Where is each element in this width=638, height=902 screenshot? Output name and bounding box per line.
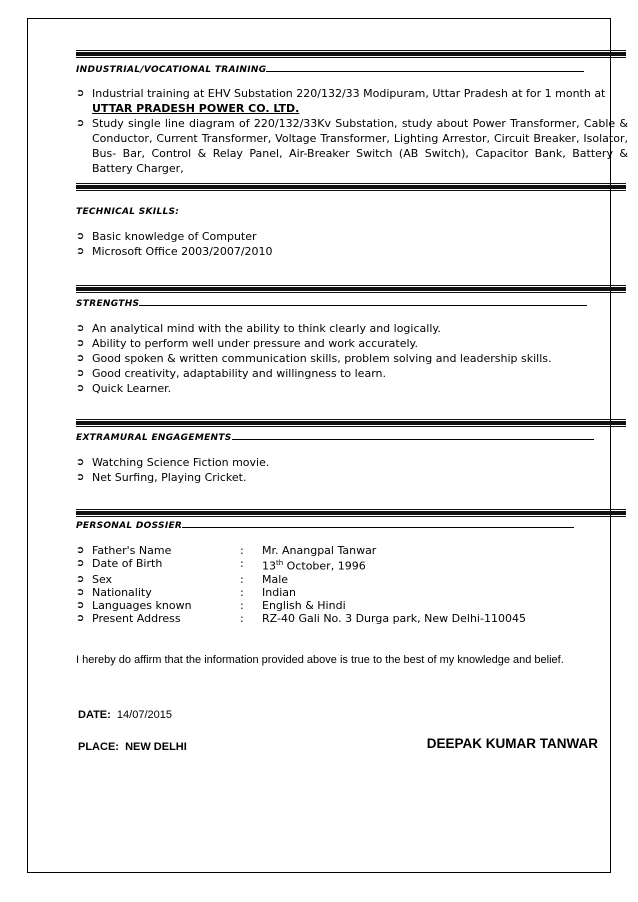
arrow-bullet-icon: ➲ xyxy=(76,118,85,129)
arrow-bullet-icon: ➲ xyxy=(76,558,85,569)
strengths-heading: STRENGTHS xyxy=(76,299,587,309)
table-row: ➲ Father's Name : Mr. Anangpal Tanwar xyxy=(76,544,377,557)
resume-page xyxy=(27,18,628,873)
arrow-bullet-icon: ➲ xyxy=(76,353,85,364)
strengths-list xyxy=(76,321,628,396)
list-item: ➲ Study single line diagram of 220/132/33Kv Substation, study about Power Transformer, Cable & Conductor, Current Transformer, Voltage Transformer, Lighting Arrestor, Circuit Breaker, Isolator, Bus- Bar, Control & Relay Panel, Air-Breaker Switch (AB Switch), Capacitor Bank, Battery & Battery Charger, xyxy=(76,117,628,175)
arrow-bullet-icon: ➲ xyxy=(76,457,85,468)
arrow-bullet-icon: ➲ xyxy=(76,586,85,598)
declaration-text: I hereby do affirm that the information provided above is true to the best of my knowledge and belief. xyxy=(76,654,564,666)
table-row: ➲ Sex : Male xyxy=(76,572,289,586)
list-item: ➲ Quick Learner. xyxy=(76,382,172,395)
section-divider xyxy=(76,511,626,515)
list-item: ➲ Net Surfing, Playing Cricket. xyxy=(76,471,247,484)
arrow-bullet-icon: ➲ xyxy=(76,573,85,585)
list-item: ➲ An analytical mind with the ability to think clearly and logically. xyxy=(76,322,441,335)
list-item: ➲ Ability to perform well under pressure and work accurately. xyxy=(76,337,418,350)
list-item: ➲ Microsoft Office 2003/2007/2010 xyxy=(76,245,273,258)
section-divider xyxy=(76,421,626,425)
place-line: PLACE: NEW DELHI xyxy=(78,741,187,753)
table-row: ➲ Present Address : RZ-40 Gali No. 3 Durga park, New Delhi-110045 xyxy=(76,611,526,625)
arrow-bullet-icon: ➲ xyxy=(76,383,85,394)
extramural-heading: EXTRAMURAL ENGAGEMENTS xyxy=(76,433,594,443)
arrow-bullet-icon: ➲ xyxy=(76,599,85,611)
arrow-bullet-icon: ➲ xyxy=(76,338,85,349)
section-divider xyxy=(76,287,626,291)
training-list xyxy=(76,86,628,176)
list-item: ➲ Good spoken & written communication skills, problem solving and leadership skills. xyxy=(76,352,552,365)
training-heading: INDUSTRIAL/VOCATIONAL TRAINING xyxy=(76,65,584,75)
section-divider xyxy=(76,185,626,189)
personal-heading: PERSONAL DOSSIER xyxy=(76,521,574,531)
arrow-bullet-icon: ➲ xyxy=(76,231,85,242)
arrow-bullet-icon: ➲ xyxy=(76,368,85,379)
section-divider xyxy=(76,52,626,56)
arrow-bullet-icon: ➲ xyxy=(76,246,85,257)
arrow-bullet-icon: ➲ xyxy=(76,88,85,99)
skills-list xyxy=(76,229,628,259)
arrow-bullet-icon: ➲ xyxy=(76,612,85,624)
arrow-bullet-icon: ➲ xyxy=(76,323,85,334)
skills-heading: TECHNICAL SKILLS: xyxy=(76,207,180,217)
table-row: ➲ Date of Birth : 13th October, 1996 xyxy=(76,557,366,573)
signature-name: DEEPAK KUMAR TANWAR xyxy=(426,736,598,751)
arrow-bullet-icon: ➲ xyxy=(76,472,85,483)
list-item: ➲ Good creativity, adaptability and willingness to learn. xyxy=(76,367,386,380)
list-item: ➲ Industrial training at EHV Substation 220/132/33 Modipuram, Uttar Pradesh at for 1 month at UTTAR PRADESH POWER CO. LTD. xyxy=(76,87,606,115)
organization-name: UTTAR PRADESH POWER CO. LTD. xyxy=(92,102,300,115)
table-row: ➲ Languages known : English & Hindi xyxy=(76,598,346,612)
personal-details-table xyxy=(76,544,526,625)
list-item: ➲ Watching Science Fiction movie. xyxy=(76,456,270,469)
date-line: DATE: 14/07/2015 xyxy=(78,709,172,721)
list-item: ➲ Basic knowledge of Computer xyxy=(76,230,257,243)
table-row: ➲ Nationality : Indian xyxy=(76,585,296,599)
extramural-list xyxy=(76,455,628,485)
arrow-bullet-icon: ➲ xyxy=(76,545,85,556)
